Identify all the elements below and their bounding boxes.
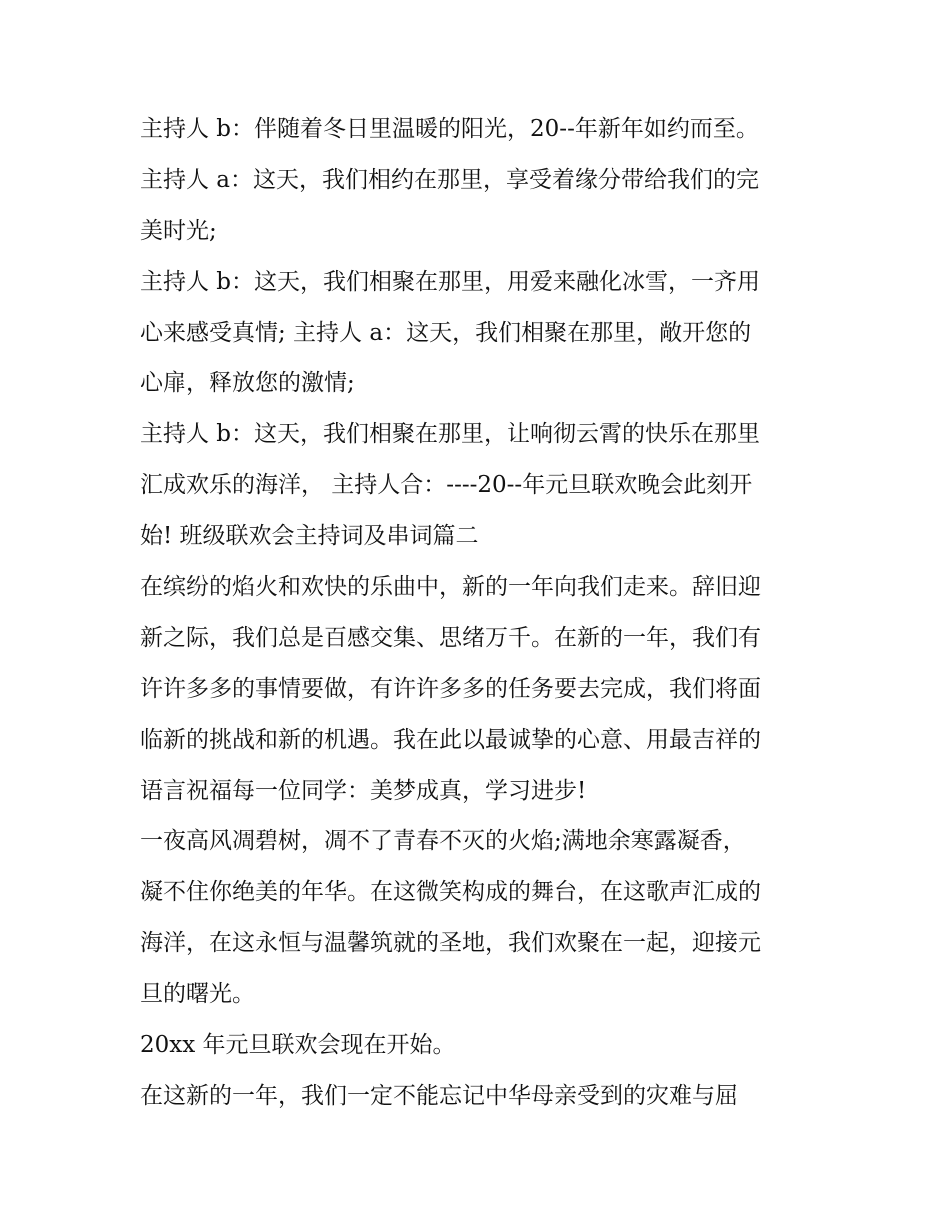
text-line: 一夜高风凋碧树，凋不了青春不灭的火焰;满地余寒露凝香， [140, 828, 746, 855]
text-line: 主持人 b：伴随着冬日里温暖的阳光，20--年新年如约而至。 [140, 116, 759, 142]
text-line: 在这新的一年，我们一定不能忘记中华母亲受到的灾难与屈 [140, 1082, 738, 1109]
text-line: 主持人 b：这天，我们相聚在那里，让响彻云霄的快乐在那里 [140, 421, 761, 448]
text-line: 美时光; [140, 217, 217, 244]
text-line: 汇成欢乐的海洋， 主持人合：----20--年元旦联欢晚会此刻开 [140, 472, 753, 499]
text-line: 语言祝福每一位同学：美梦成真，学习进步! [140, 777, 587, 804]
text-line: 始! 班级联欢会主持词及串词篇二 [140, 523, 479, 550]
text-line: 心扉，释放您的激情; [140, 370, 355, 397]
text-line: 临新的挑战和新的机遇。我在此以最诚挚的心意、用最吉祥的 [140, 726, 761, 753]
text-line: 心来感受真情; 主持人 a：这天，我们相聚在那里，敞开您的 [140, 319, 752, 346]
text-line: 在缤纷的焰火和欢快的乐曲中，新的一年向我们走来。辞旧迎 [140, 574, 761, 601]
document-page [140, 104, 820, 1122]
text-line: 海洋，在这永恒与温馨筑就的圣地，我们欢聚在一起，迎接元 [140, 930, 761, 957]
text-line: 20xx 年元旦联欢会现在开始。 [140, 1032, 456, 1059]
text-line: 旦的曙光。 [140, 981, 255, 1008]
text-line: 凝不住你绝美的年华。在这微笑构成的舞台，在这歌声汇成的 [140, 879, 761, 906]
text-line: 新之际，我们总是百感交集、思绪万千。在新的一年，我们有 [140, 624, 761, 651]
text-line: 主持人 a：这天，我们相约在那里，享受着缘分带给我们的完 [140, 166, 760, 193]
text-line: 主持人 b：这天，我们相聚在那里，用爱来融化冰雪，一齐用 [140, 268, 761, 295]
text-line: 许许多多的事情要做，有许许多多的任务要去完成，我们将面 [140, 675, 761, 702]
